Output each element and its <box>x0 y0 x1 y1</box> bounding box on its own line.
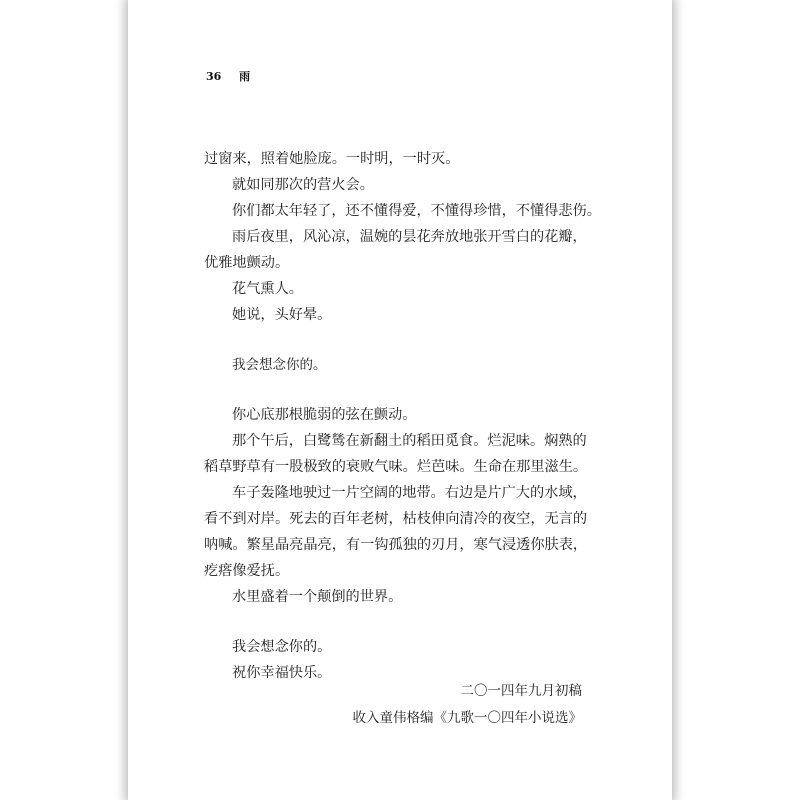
paragraph-line: 祝你幸福快乐。 <box>232 665 332 681</box>
paragraph-line: 我会想念你的。 <box>232 639 332 655</box>
paragraph-line: 雨后夜里，风沁凉，温婉的昙花奔放地张开雪白的花瓣， <box>232 229 587 245</box>
page-number: 36 <box>206 70 222 83</box>
running-header <box>206 68 250 84</box>
paragraph-line: 稻草野草有一股极致的衰败气味。烂芭味。生命在那里滋生。 <box>204 459 588 475</box>
source-note: 收入童伟格编《九歌一〇四年小说选》 <box>352 710 582 726</box>
paragraph-line: 就如同那次的营火会。 <box>232 177 374 193</box>
paragraph-line: 花气熏人。 <box>232 281 303 297</box>
paragraph-line: 她说，头好晕。 <box>232 307 332 323</box>
paragraph-line: 优雅地颤动。 <box>204 255 290 271</box>
chapter-title: 雨 <box>239 70 251 83</box>
paragraph-line: 车子轰隆地驶过一片空阔的地带。右边是片广大的水域， <box>232 485 587 501</box>
paragraph-line: 你们都太年轻了，还不懂得爱，不懂得珍惜，不懂得悲伤。 <box>232 203 601 219</box>
paragraph-line: 你心底那根脆弱的弦在颤动。 <box>232 407 417 423</box>
paragraph-line: 那个午后，白鹭鸶在新翻土的稻田觅食。烂泥味。焖熟的 <box>232 433 587 449</box>
draft-date: 二〇一四年九月初稿 <box>460 683 582 699</box>
paragraph-line: 过窗来，照着她脸庞。一时明，一时灭。 <box>204 151 460 167</box>
paragraph-line: 疙瘩像爱抚。 <box>204 563 290 579</box>
paragraph-line: 看不到对岸。死去的百年老树，枯枝伸向清冷的夜空，无言的 <box>204 511 588 527</box>
book-page <box>128 0 672 800</box>
paragraph-line: 我会想念你的。 <box>232 357 327 373</box>
paragraph-line: 水里盛着一个颠倒的世界。 <box>232 589 403 605</box>
paragraph-line: 呐喊。繁星晶亮晶亮，有一钩孤独的刃月，寒气浸透你肤表， <box>204 537 588 553</box>
body-text <box>204 146 601 686</box>
